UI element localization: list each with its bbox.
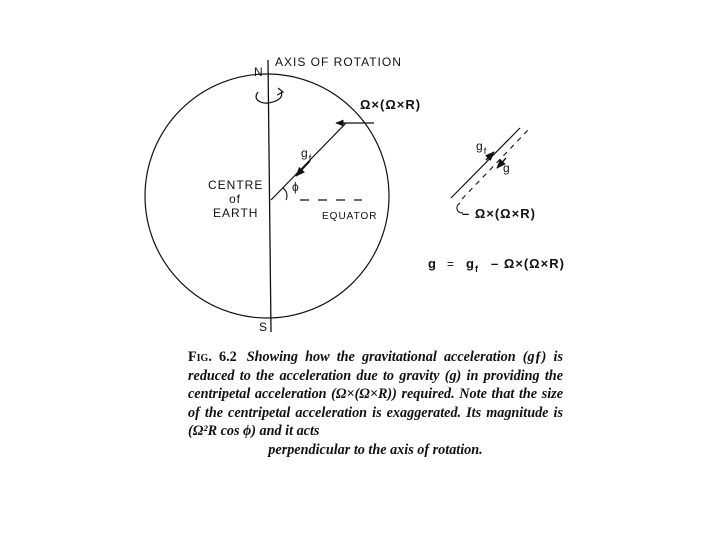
centre-label-line2: of (229, 192, 242, 206)
vector-g-dashed (462, 128, 530, 199)
south-label: S (259, 320, 269, 334)
equation-gf: $g_f$ (466, 256, 479, 274)
axis-label: AXIS OF ROTATION (275, 55, 402, 69)
equation-centripetal: – Ω×(Ω×R) (491, 256, 565, 271)
centre-label-line1: CENTRE (208, 178, 264, 192)
gf-label: $g_f$ (301, 146, 313, 163)
equator-label: EQUATOR (322, 211, 378, 222)
phi-label: ϕ (292, 180, 300, 194)
rotation-axis (268, 60, 271, 332)
gf-arrow (296, 161, 310, 176)
vector-centripetal-label: – Ω×(Ω×R) (462, 206, 536, 221)
north-label: N (254, 65, 264, 79)
figure-caption (188, 348, 563, 459)
vector-gf-label: $g_f$ (476, 139, 488, 156)
caption-last-line: perpendicular to the axis of rotation. (268, 441, 483, 458)
equation-g: g (428, 256, 437, 271)
phi-angle-arc (283, 188, 287, 200)
caption-body: Showing how the gravitational acceleration (gƒ) is reduced to the acceleration due to gravity (g) in providing the centripetal acceleration (Ω×(Ω×R)) required. Note that the size of the centripetal acceleration is exaggerated. Its magnitude is (Ω²R cos ϕ) and it acts (188, 349, 563, 439)
centre-label-line3: EARTH (213, 206, 259, 220)
vector-g-label: g (503, 161, 511, 175)
earth-circle (145, 74, 389, 318)
centripetal-top-label: Ω×(Ω×R) (360, 97, 422, 112)
equation-equals: = (447, 257, 456, 271)
figure-number: Fig. 6.2 (188, 349, 237, 365)
